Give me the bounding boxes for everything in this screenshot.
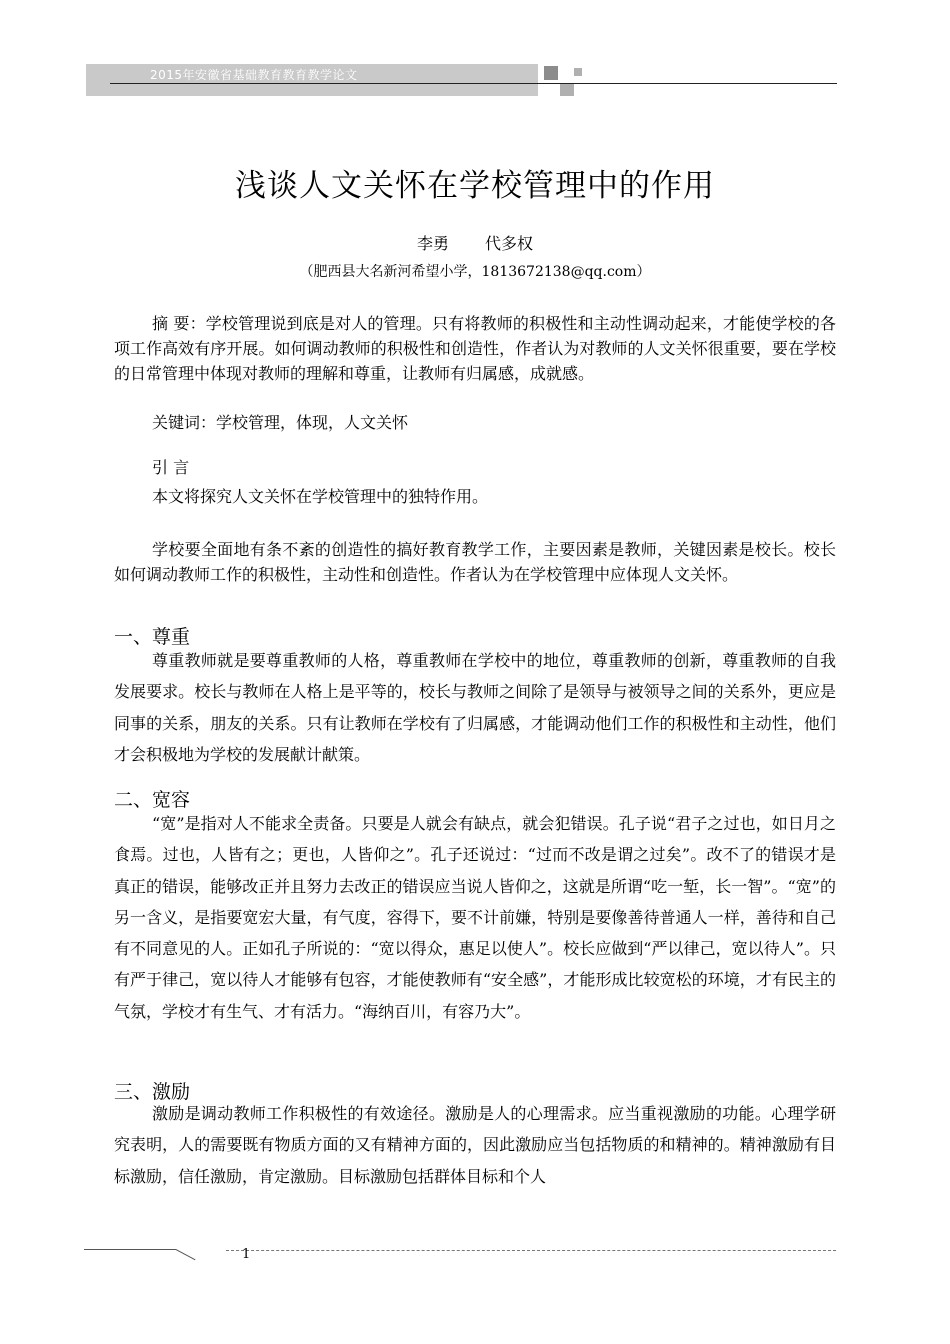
keywords-text: 学校管理，体现，人文关怀 — [216, 413, 409, 432]
author-name: 代多权 — [485, 234, 534, 253]
paper-title: 浅谈人文关怀在学校管理中的作用 — [235, 168, 715, 204]
header-rule — [110, 83, 837, 84]
author-list — [0, 231, 950, 254]
section-heading: 二、宽容 — [114, 789, 191, 811]
abstract — [114, 311, 836, 386]
section-heading: 一、尊重 — [114, 626, 191, 648]
abstract-text: 学校管理说到底是对人的管理。只有将教师的积极性和主动性调动起来，才能使学校的各项工作高效有序开展。如何调动教师的积极性和创造性，作者认为对教师的人文关怀很重要，要在学校的日常管理中体现对教师的理解和尊重，让教师有归属感，成就感。 — [114, 314, 836, 383]
author-name: 李勇 — [416, 234, 449, 253]
header-decor-square — [544, 66, 558, 80]
page-number: 1 — [242, 1247, 251, 1262]
footer-rule — [176, 1249, 196, 1260]
section-body: 尊重教师就是要尊重教师的人格，尊重教师在学校中的地位，尊重教师的创新，尊重教师的自我发展要求。校长与教师在人格上是平等的，校长与教师之间除了是领导与被领导之间的关系外，更应是同事的关系，朋友的关系。只有让教师在学校有了归属感，才能调动他们工作的积极性和主动性，他们才会积极地为学校的发展献计献策。 — [114, 651, 836, 764]
footer-rule — [84, 1249, 176, 1250]
footer-dotted-rule — [226, 1250, 836, 1251]
section-body: 激励是调动教师工作积极性的有效途径。激励是人的心理需求。应当重视激励的功能。心理学研究表明，人的需要既有物质方面的又有精神方面的，因此激励应当包括物质的和精神的。精神激励有目标激励，信任激励，肯定激励。目标激励包括群体目标和个人 — [114, 1104, 836, 1186]
intro-heading: 引 言 — [152, 458, 190, 477]
affiliation: （肥西县大名新河希望小学，1813672138@qq.com） — [299, 264, 651, 280]
section-body: “宽”是指对人不能求全责备。只要是人就会有缺点，就会犯错误。孔子说“君子之过也，如日月之食焉。过也，人皆有之；更也，人皆仰之”。孔子还说过：“过而不改是谓之过矣”。改不了的错误才是真正的错误，能够改正并且努力去改正的错误应当说人皆仰之，这就是所谓“吃一堑，长一智”。“宽”的另一含义，是指要宽宏大量，有气度，容得下，要不计前嫌，特别是要像善待普通人一样，善待和自己有不同意见的人。正如孔子所说的：“宽以得众，惠足以使人”。校长应做到“严以律己，宽以待人”。只有严于律己，宽以待人才能够有包容，才能使教师有“安全感”，才能形成比较宽松的环境，才有民主的气氛，学校才有生气、才有活力。“海纳百川，有容乃大”。 — [114, 814, 836, 1021]
keywords-label: 关键词： — [152, 413, 217, 432]
journal-header: 2015年安徽省基础教育教育教学论文 — [150, 68, 358, 82]
section-heading: 三、激励 — [114, 1081, 191, 1103]
keywords — [114, 410, 836, 435]
abstract-label: 摘 要： — [152, 314, 206, 333]
intro-text: 本文将探究人文关怀在学校管理中的独特作用。 — [152, 487, 489, 506]
lead-paragraph: 学校要全面地有条不紊的创造性的搞好教育教学工作，主要因素是教师，关键因素是校长。校长如何调动教师工作的积极性，主动性和创造性。作者认为在学校管理中应体现人文关怀。 — [114, 540, 836, 584]
header-decor-square — [560, 84, 574, 96]
header-decor-square — [574, 68, 582, 76]
